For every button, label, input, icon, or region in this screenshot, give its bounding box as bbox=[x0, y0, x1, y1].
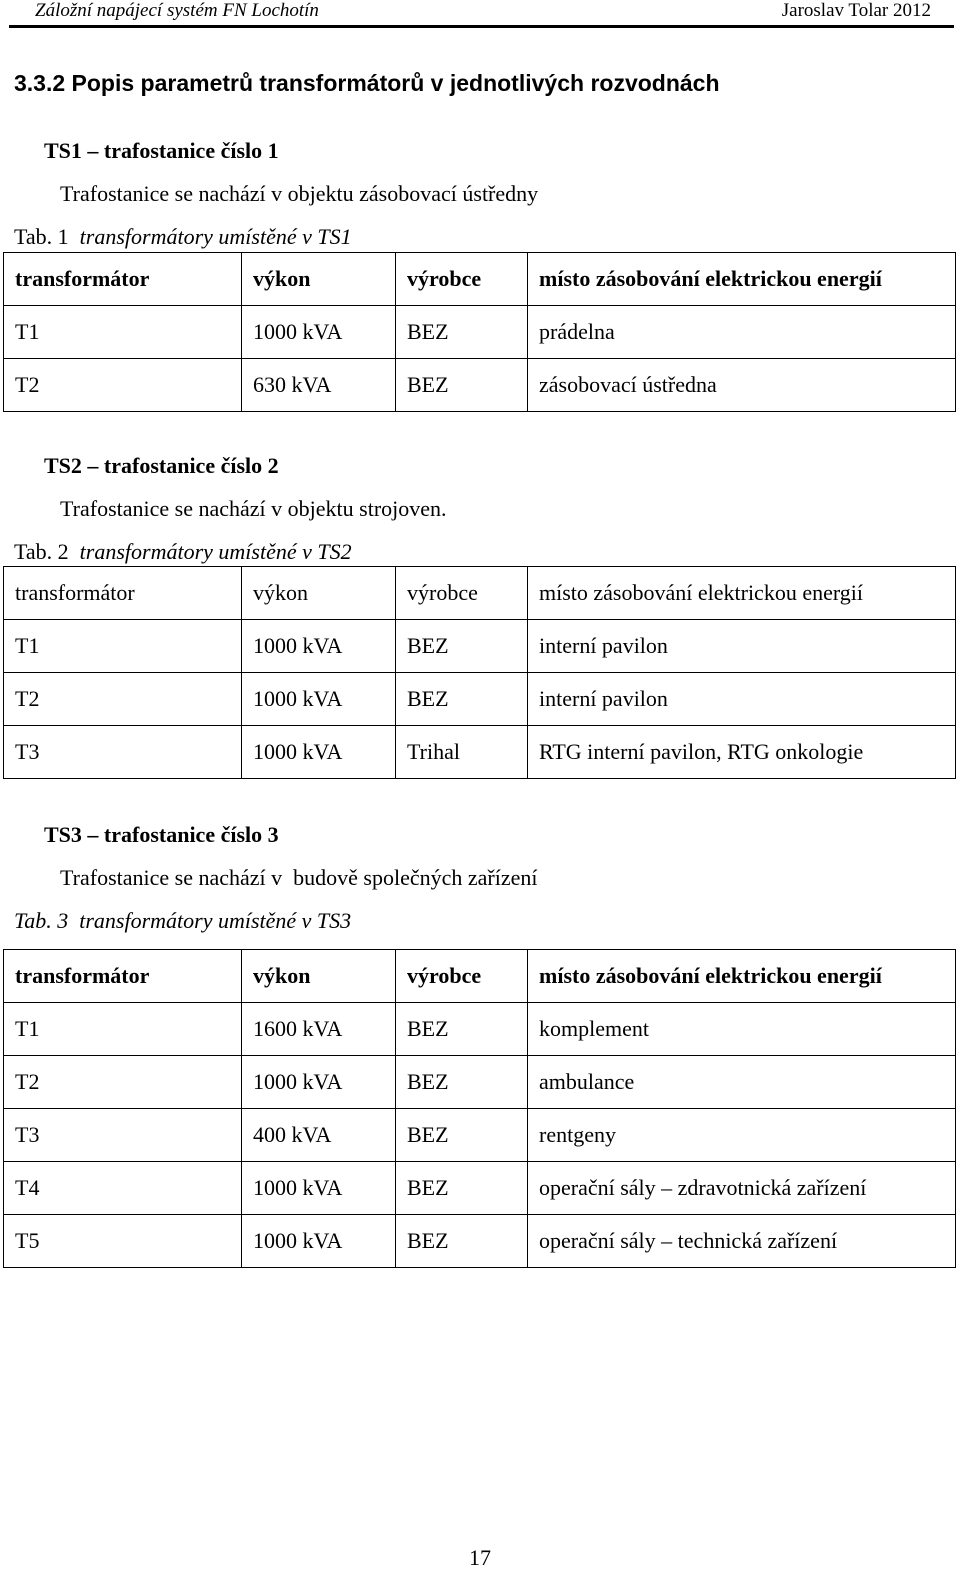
ts1-header-row bbox=[4, 253, 956, 306]
cell-supply-location: operační sály – zdravotnická zařízení bbox=[528, 1162, 956, 1215]
ts1-table-caption bbox=[14, 224, 352, 250]
cell-supply-location: rentgeny bbox=[528, 1109, 956, 1162]
ts2-header-power: výkon bbox=[242, 567, 396, 620]
ts2-table bbox=[3, 566, 956, 779]
ts2-caption-prefix: Tab. 2 bbox=[14, 539, 69, 564]
cell-supply-location: prádelna bbox=[528, 306, 956, 359]
ts3-description: Trafostanice se nachází v budově společných zařízení bbox=[60, 865, 538, 890]
ts3-title: TS3 – trafostanice číslo 3 bbox=[44, 822, 279, 847]
table-row bbox=[4, 1056, 956, 1109]
cell-transformer: T1 bbox=[4, 306, 242, 359]
ts3-header-power: výkon bbox=[242, 950, 396, 1003]
ts1-caption-text: transformátory umístěné v TS1 bbox=[79, 224, 352, 249]
cell-supply-location: interní pavilon bbox=[528, 673, 956, 726]
cell-power: 1000 kVA bbox=[242, 673, 396, 726]
header-document-title: Záložní napájecí systém FN Lochotín bbox=[35, 0, 319, 21]
cell-supply-location: komplement bbox=[528, 1003, 956, 1056]
ts2-description: Trafostanice se nachází v objektu strojoven. bbox=[60, 496, 447, 521]
cell-transformer: T4 bbox=[4, 1162, 242, 1215]
ts2-header-manufacturer: výrobce bbox=[396, 567, 528, 620]
ts2-title: TS2 – trafostanice číslo 2 bbox=[44, 453, 279, 478]
cell-manufacturer: BEZ bbox=[396, 673, 528, 726]
table-row bbox=[4, 673, 956, 726]
cell-power: 1000 kVA bbox=[242, 1162, 396, 1215]
ts1-header-power: výkon bbox=[242, 253, 396, 306]
cell-manufacturer: BEZ bbox=[396, 1109, 528, 1162]
ts3-table bbox=[3, 949, 956, 1268]
ts2-header-supply-location: místo zásobování elektrickou energií bbox=[528, 567, 956, 620]
cell-transformer: T2 bbox=[4, 673, 242, 726]
cell-manufacturer: BEZ bbox=[396, 1162, 528, 1215]
cell-power: 1600 kVA bbox=[242, 1003, 396, 1056]
ts1-table bbox=[3, 252, 956, 412]
cell-transformer: T2 bbox=[4, 359, 242, 412]
ts2-table-caption bbox=[14, 539, 352, 565]
table-row bbox=[4, 1162, 956, 1215]
ts3-header-supply-location: místo zásobování elektrickou energií bbox=[528, 950, 956, 1003]
cell-power: 400 kVA bbox=[242, 1109, 396, 1162]
table-row bbox=[4, 726, 956, 779]
header-author-year: Jaroslav Tolar 2012 bbox=[781, 0, 931, 21]
cell-power: 630 kVA bbox=[242, 359, 396, 412]
cell-manufacturer: BEZ bbox=[396, 1056, 528, 1109]
table-row bbox=[4, 620, 956, 673]
page-number: 17 bbox=[469, 1545, 491, 1570]
cell-power: 1000 kVA bbox=[242, 1056, 396, 1109]
cell-manufacturer: BEZ bbox=[396, 1003, 528, 1056]
ts3-caption-text: transformátory umístěné v TS3 bbox=[79, 908, 352, 933]
table-row bbox=[4, 1003, 956, 1056]
cell-supply-location: RTG interní pavilon, RTG onkologie bbox=[528, 726, 956, 779]
cell-supply-location: zásobovací ústředna bbox=[528, 359, 956, 412]
cell-manufacturer: BEZ bbox=[396, 306, 528, 359]
header-rule bbox=[9, 25, 954, 28]
ts2-header-row bbox=[4, 567, 956, 620]
ts1-description: Trafostanice se nachází v objektu zásobovací ústředny bbox=[60, 181, 539, 206]
cell-supply-location: ambulance bbox=[528, 1056, 956, 1109]
table-row bbox=[4, 1109, 956, 1162]
ts1-header-supply-location: místo zásobování elektrickou energií bbox=[528, 253, 956, 306]
cell-supply-location: operační sály – technická zařízení bbox=[528, 1215, 956, 1268]
ts3-table-caption bbox=[14, 908, 351, 934]
cell-power: 1000 kVA bbox=[242, 1215, 396, 1268]
cell-transformer: T1 bbox=[4, 620, 242, 673]
table-row bbox=[4, 306, 956, 359]
cell-power: 1000 kVA bbox=[242, 620, 396, 673]
cell-transformer: T1 bbox=[4, 1003, 242, 1056]
ts3-caption-prefix: Tab. 3 bbox=[14, 908, 69, 933]
page-header bbox=[0, 0, 960, 27]
ts1-header-transformer: transformátor bbox=[4, 253, 242, 306]
ts2-header-transformer: transformátor bbox=[4, 567, 242, 620]
ts1-caption-prefix: Tab. 1 bbox=[14, 224, 69, 249]
cell-manufacturer: BEZ bbox=[396, 1215, 528, 1268]
section-title: 3.3.2 Popis parametrů transformátorů v jednotlivých rozvodnách bbox=[14, 70, 720, 96]
table-row bbox=[4, 1215, 956, 1268]
cell-transformer: T5 bbox=[4, 1215, 242, 1268]
cell-power: 1000 kVA bbox=[242, 306, 396, 359]
cell-manufacturer: BEZ bbox=[396, 359, 528, 412]
cell-manufacturer: BEZ bbox=[396, 620, 528, 673]
cell-manufacturer: Trihal bbox=[396, 726, 528, 779]
cell-transformer: T3 bbox=[4, 726, 242, 779]
ts3-header-transformer: transformátor bbox=[4, 950, 242, 1003]
ts3-header-manufacturer: výrobce bbox=[396, 950, 528, 1003]
cell-power: 1000 kVA bbox=[242, 726, 396, 779]
ts1-header-manufacturer: výrobce bbox=[396, 253, 528, 306]
ts2-caption-text: transformátory umístěné v TS2 bbox=[79, 539, 352, 564]
table-row bbox=[4, 359, 956, 412]
ts1-title: TS1 – trafostanice číslo 1 bbox=[44, 138, 279, 163]
cell-transformer: T3 bbox=[4, 1109, 242, 1162]
cell-transformer: T2 bbox=[4, 1056, 242, 1109]
ts3-header-row bbox=[4, 950, 956, 1003]
cell-supply-location: interní pavilon bbox=[528, 620, 956, 673]
